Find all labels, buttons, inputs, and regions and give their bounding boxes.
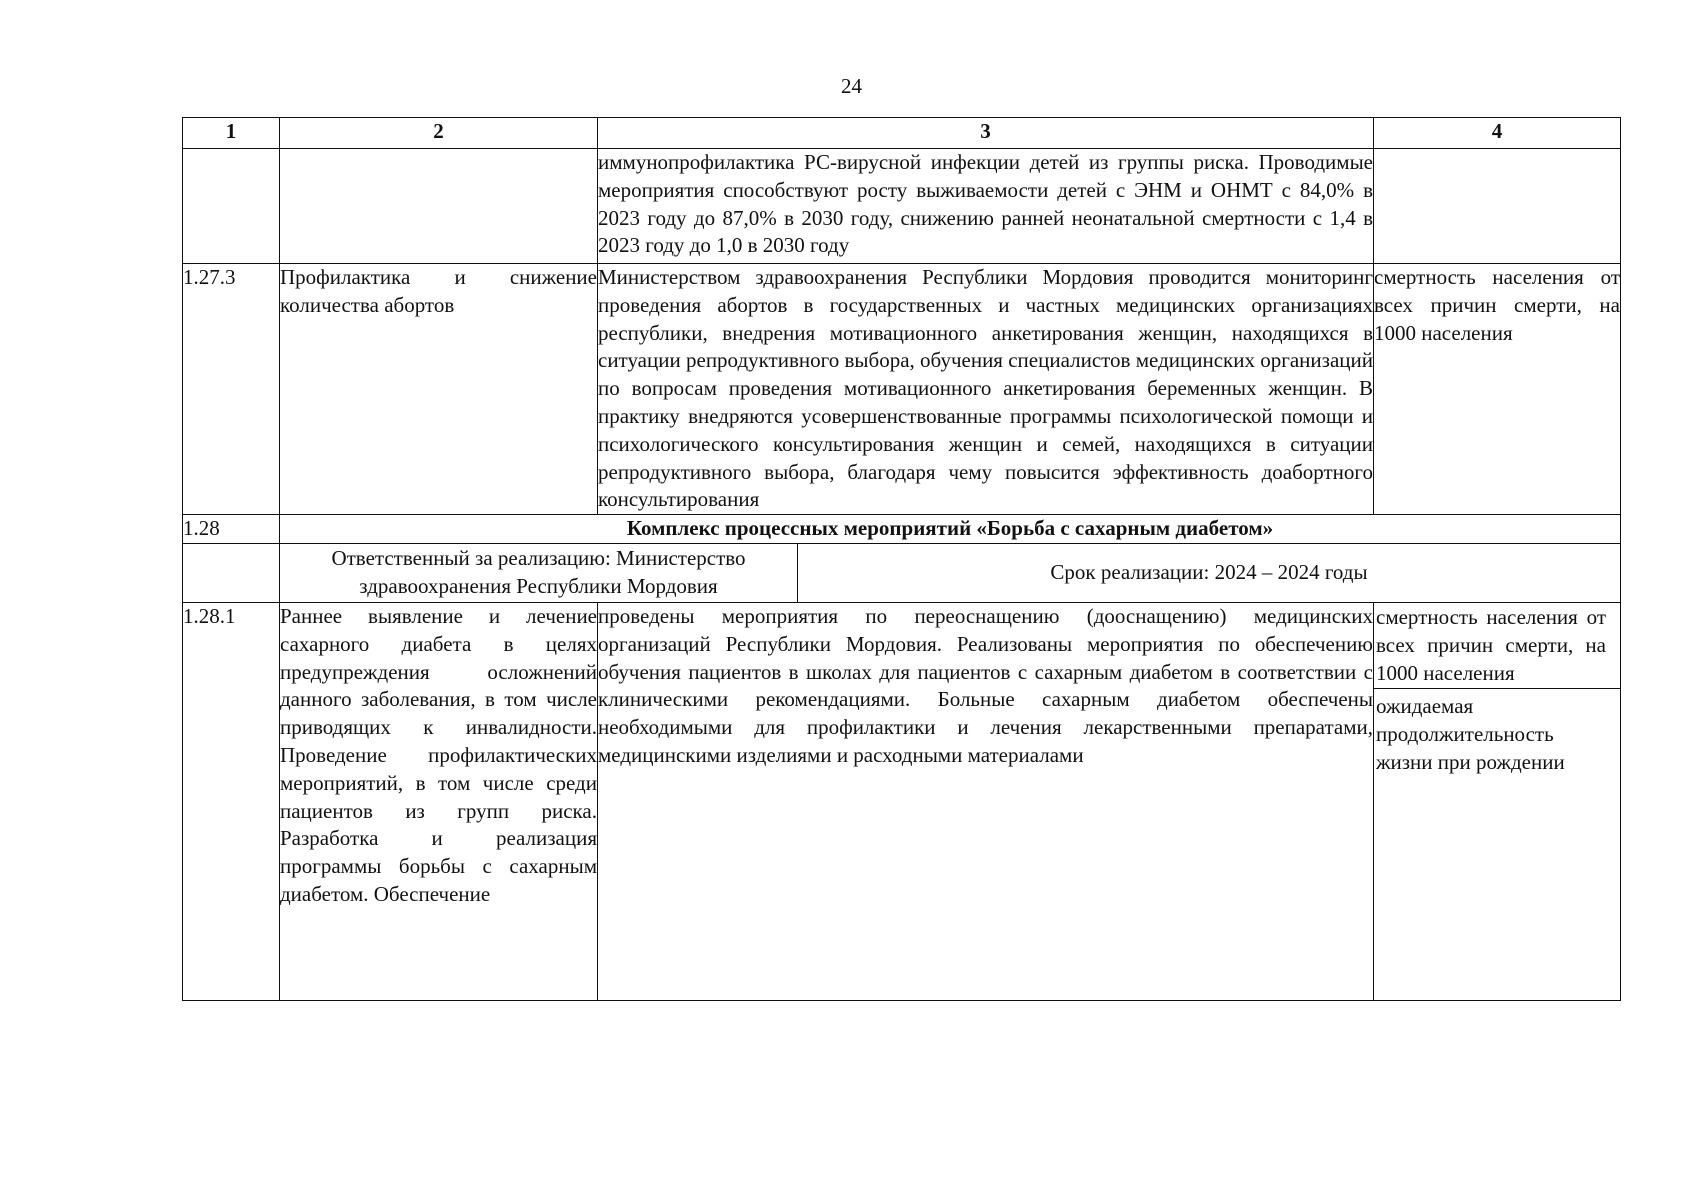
measure-name [280, 149, 598, 264]
column-header-4: 4 [1374, 118, 1621, 149]
column-header-3: 3 [598, 118, 1374, 149]
measure-description: иммунопрофилактика РС-вирусной инфекции детей из группы риска. Проводимые мероприятия способствуют росту выживаемости детей с ЭНМ и ОНМТ с 84,0% в 2023 году до 87,0% в 2030 году, снижению ранней неонатальной смертности с 1,4 в 2023 году до 1,0 в 2030 году [598, 149, 1374, 264]
indicator: смертность населения от всех причин смерти, на 1000 населения [1374, 264, 1621, 515]
section-row [183, 515, 1621, 544]
indicator [1374, 149, 1621, 264]
table-row [183, 602, 1621, 1000]
empty-cell [183, 543, 280, 602]
section-title: Комплекс процессных мероприятий «Борьба с сахарным диабетом» [280, 515, 1621, 544]
measures-table [182, 117, 1621, 1001]
row-number: 1.28.1 [183, 602, 280, 1000]
measure-description: проведены мероприятия по переоснащению (дооснащению) медицинских организаций Республики Мордовия. Реализованы мероприятия по обеспечению обучения пациентов в школах для пациентов с сахарным диабетом в соответствии с клиническими рекомендациями. Больные сахарным диабетом обеспечены необходимыми для профилактики и лечения лекарственными препаратами, медицинскими изделиями и расходными материалами [598, 602, 1374, 1000]
column-header-1: 1 [183, 118, 280, 149]
responsibility-row [183, 543, 1621, 602]
responsible-authority: Ответственный за реализацию: Министерство здравоохранения Республики Мордовия [280, 544, 798, 602]
measure-name: Раннее выявление и лечение сахарного диабета в целях предупреждения осложнений данного заболевания, в том числе приводящих к инвалидности. Проведение профилактических мероприятий, в том числе среди пациентов из групп риска. Разработка и реализация программы борьбы с сахарным диабетом. Обеспечение [280, 602, 598, 1000]
indicator: ожидаемая продолжительность жизни при рождении [1374, 688, 1620, 777]
table-header-row [183, 118, 1621, 149]
measure-description: Министерством здравоохранения Республики Мордовия проводится мониторинг проведения абортов в государственных и частных медицинских организациях республики, внедрения мотивационного анкетирования женщин, находящихся в ситуации репродуктивного выбора, обучения специалистов медицинских организаций по вопросам проведения мотивационного анкетирования беременных женщин. В практику внедряются усовершенствованные программы психологической помощи и психологического консультирования женщин и семей, находящихся в ситуации репродуктивного выбора, благодаря чему повысится эффективность доабортного консультирования [598, 264, 1374, 515]
row-number [183, 149, 280, 264]
row-number: 1.27.3 [183, 264, 280, 515]
responsibility-cell [280, 543, 1621, 602]
implementation-term: Срок реализации: 2024 – 2024 годы [1050, 560, 1368, 585]
indicator: смертность населения от всех причин смерти, на 1000 населения [1376, 604, 1606, 685]
table-row [183, 149, 1621, 264]
column-header-2: 2 [280, 118, 598, 149]
page-number: 24 [841, 74, 862, 98]
section-number: 1.28 [183, 515, 280, 544]
indicator-list [1374, 602, 1621, 1000]
table-row [183, 264, 1621, 515]
measure-name: Профилактика и снижение количества абортов [280, 264, 598, 515]
